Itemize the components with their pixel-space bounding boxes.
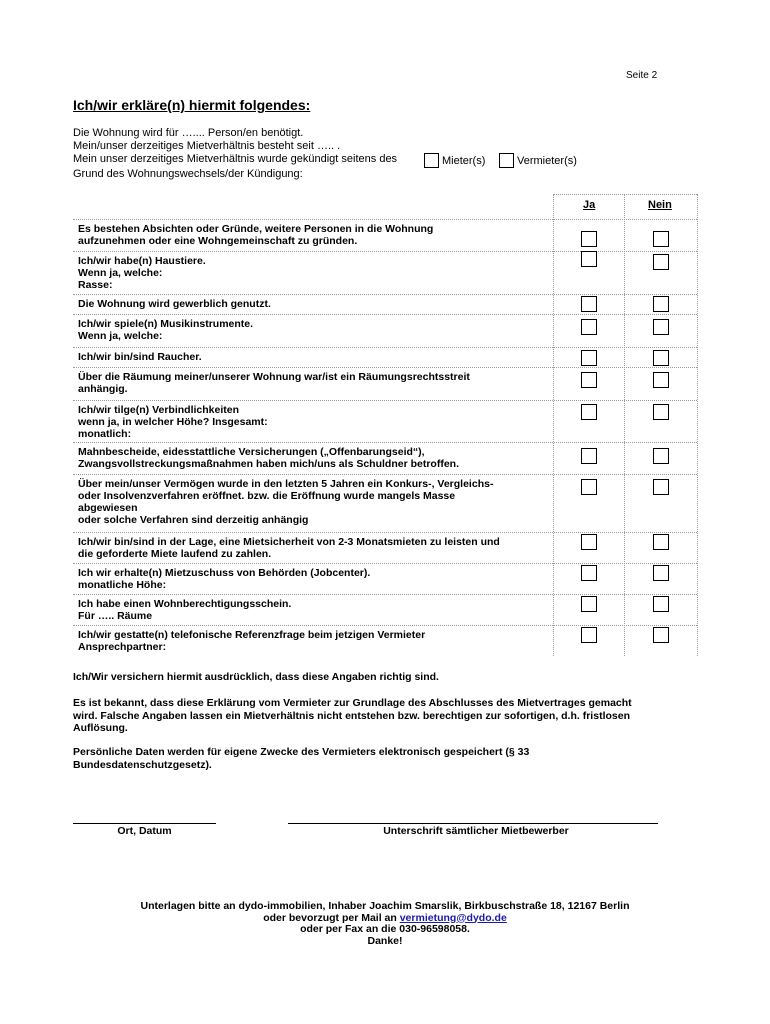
- footer: [0, 901, 770, 947]
- question-text: Mahnbescheide, eidesstattliche Versicherungen („Offenbarungseid“), Zwangsvollstreckungsmaßnahmen haben mich/uns als Schuldner betroffen.: [78, 446, 459, 470]
- table-divider: [624, 194, 625, 656]
- email-link[interactable]: vermietung@dydo.de: [399, 911, 507, 924]
- question-text: Über mein/unser Vermögen wurde in den letzten 5 Jahren ein Konkurs-, Vergleichs- oder Insolvenzverfahren eröffnet. bzw. die Eröffnung wurde mangels Masse abgewiesen oder solche Verfahren sind derzeitig anhängig: [78, 478, 494, 526]
- footer-address: Unterlagen bitte an dydo-immobilien, Inhaber Joachim Smarslik, Birkbuschstraße 18, 12167 Berlin: [140, 900, 630, 912]
- table-divider: [553, 194, 697, 195]
- tenancy-since-line: Mein/unser derzeitiges Mietverhältnis besteht seit ….. .: [73, 140, 341, 152]
- row-divider: [73, 400, 697, 401]
- row-divider: [73, 442, 697, 443]
- row-divider: [73, 532, 697, 533]
- landlord-checkbox[interactable]: [499, 153, 514, 168]
- no-checkbox[interactable]: [653, 404, 669, 420]
- footer-thanks: Danke!: [367, 934, 403, 947]
- footer-mail-prefix: oder bevorzugt per Mail an: [263, 911, 397, 924]
- row-divider: [73, 594, 697, 595]
- question-text: Ich/wir gestatte(n) telefonische Referenzfrage beim jetzigen Vermieter Ansprechpartner:: [78, 629, 426, 653]
- table-divider: [697, 194, 698, 656]
- termination-tenant-option[interactable]: [424, 153, 485, 168]
- question-text: Ich/wir bin/sind Raucher.: [78, 351, 202, 363]
- yes-checkbox[interactable]: [581, 372, 597, 388]
- tenant-label: Mieter(s): [442, 155, 486, 167]
- row-divider: [73, 563, 697, 564]
- footer-fax: oder per Fax an die 030-96598058.: [300, 923, 470, 935]
- yes-checkbox[interactable]: [581, 565, 597, 581]
- row-divider: [73, 347, 697, 348]
- no-checkbox[interactable]: [653, 296, 669, 312]
- reason-line: Grund des Wohnungswechsels/der Kündigung:: [73, 168, 303, 180]
- column-header-yes: Ja: [583, 199, 596, 211]
- yes-checkbox[interactable]: [581, 404, 597, 420]
- privacy-text: Persönliche Daten werden für eigene Zwecke des Vermieters elektronisch gespeichert (§ 33 Bundesdatenschutzgesetz).: [73, 746, 530, 771]
- yes-checkbox[interactable]: [581, 479, 597, 495]
- no-checkbox[interactable]: [653, 565, 669, 581]
- no-checkbox[interactable]: [653, 372, 669, 388]
- question-text: Über die Räumung meiner/unserer Wohnung war/ist ein Räumungsrechtsstreit anhängig.: [78, 371, 470, 395]
- yes-checkbox[interactable]: [581, 251, 597, 267]
- termination-text: Mein unser derzeitiges Mietverhältnis wurde gekündigt seitens des: [73, 153, 398, 165]
- tenant-checkbox[interactable]: [424, 153, 439, 168]
- question-text: Ich/wir tilge(n) Verbindlichkeiten wenn ja, in welcher Höhe? Insgesamt: monatlich:: [78, 404, 268, 440]
- no-checkbox[interactable]: [653, 479, 669, 495]
- termination-line: [73, 153, 633, 166]
- question-text: Ich/wir spiele(n) Musikinstrumente. Wenn ja, welche:: [78, 318, 254, 342]
- no-checkbox[interactable]: [653, 534, 669, 550]
- notice-text: Es ist bekannt, dass diese Erklärung vom Vermieter zur Grundlage des Abschlusses des Mietvertrages gemacht wird. Falsche Angaben lassen ein Mietverhältnis nicht entstehen bzw. berechtigen zur sofortigen, d.h. fristlosen Auflösung.: [73, 697, 632, 734]
- no-checkbox[interactable]: [653, 254, 669, 270]
- row-divider: [73, 474, 697, 475]
- yes-checkbox[interactable]: [581, 231, 597, 247]
- row-divider: [73, 219, 697, 220]
- yes-checkbox[interactable]: [581, 296, 597, 312]
- yes-checkbox[interactable]: [581, 350, 597, 366]
- form-heading: Ich/wir erkläre(n) hiermit folgendes:: [73, 97, 311, 113]
- signature-label: Unterschrift sämtlicher Mietbewerber: [383, 825, 569, 837]
- landlord-label: Vermieter(s): [517, 155, 577, 167]
- yes-checkbox[interactable]: [581, 448, 597, 464]
- no-checkbox[interactable]: [653, 627, 669, 643]
- place-date-label: Ort, Datum: [117, 825, 172, 837]
- no-checkbox[interactable]: [653, 596, 669, 612]
- row-divider: [73, 314, 697, 315]
- question-text: Ich wir erhalte(n) Mietzuschuss von Behörden (Jobcenter). monatliche Höhe:: [78, 567, 371, 591]
- no-checkbox[interactable]: [653, 319, 669, 335]
- yes-checkbox[interactable]: [581, 534, 597, 550]
- question-text: Es bestehen Absichten oder Gründe, weitere Personen in die Wohnung aufzunehmen oder eine Wohngemeinschaft zu gründen.: [78, 223, 434, 247]
- signature-line[interactable]: [288, 823, 658, 824]
- declaration-text: Ich/Wir versichern hiermit ausdrücklich, dass diese Angaben richtig sind.: [73, 671, 439, 683]
- column-header-no: Nein: [648, 199, 672, 211]
- row-divider: [73, 625, 697, 626]
- no-checkbox[interactable]: [653, 231, 669, 247]
- no-checkbox[interactable]: [653, 350, 669, 366]
- yes-checkbox[interactable]: [581, 627, 597, 643]
- question-text: Ich/wir bin/sind in der Lage, eine Mietsicherheit von 2-3 Monatsmieten zu leisten und die geforderte Miete laufend zu zahlen.: [78, 536, 500, 560]
- row-divider: [73, 251, 697, 252]
- question-text: Ich habe einen Wohnberechtigungsschein. Für ….. Räume: [78, 598, 292, 622]
- row-divider: [73, 294, 697, 295]
- question-text: Die Wohnung wird gewerblich genutzt.: [78, 298, 271, 310]
- no-checkbox[interactable]: [653, 448, 669, 464]
- place-date-line[interactable]: [73, 823, 216, 824]
- yes-checkbox[interactable]: [581, 319, 597, 335]
- row-divider: [73, 367, 697, 368]
- question-text: Ich/wir habe(n) Haustiere. Wenn ja, welche: Rasse:: [78, 255, 206, 291]
- page-number: Seite 2: [626, 70, 658, 81]
- termination-landlord-option[interactable]: [499, 153, 577, 168]
- yes-checkbox[interactable]: [581, 596, 597, 612]
- persons-line: Die Wohnung wird für ….... Person/en benötigt.: [73, 127, 304, 139]
